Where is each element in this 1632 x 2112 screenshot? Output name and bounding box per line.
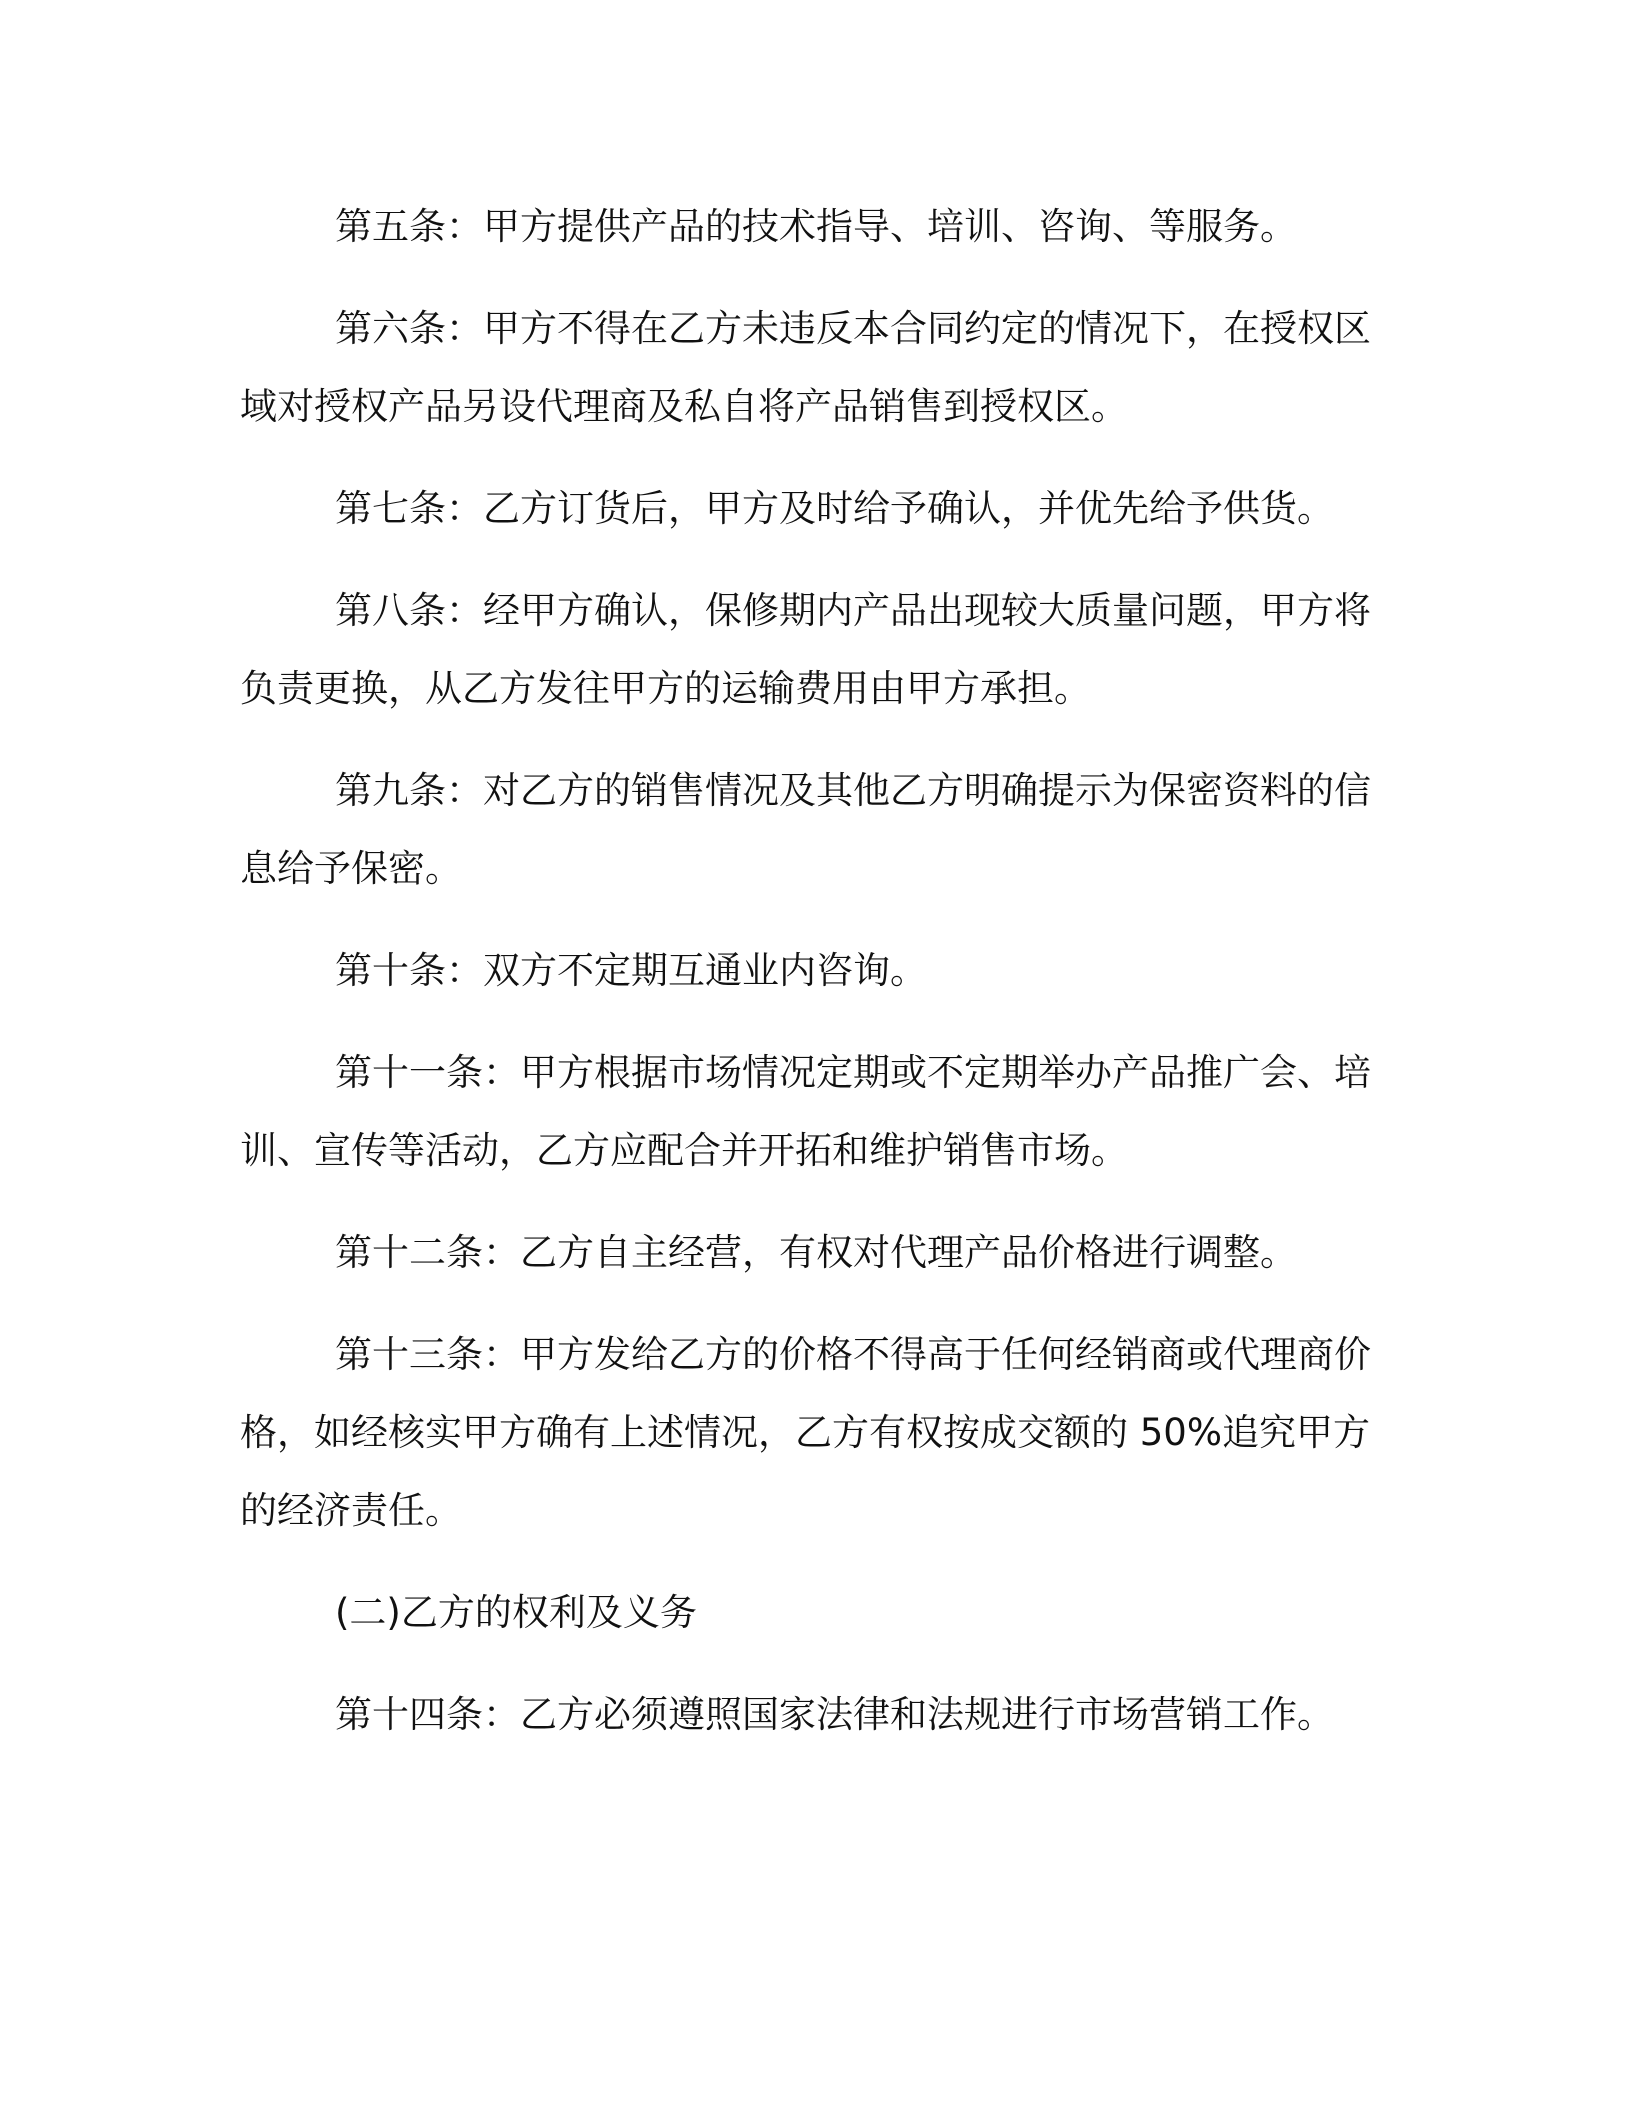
section-heading-party-b-rights: (二)乙方的权利及义务 — [335, 1591, 697, 1634]
clause-6: 第六条：甲方不得在乙方未违反本合同约定的情况下，在授权区域对授权产品另设代理商及私自将产品销售到授权区。 — [240, 307, 1371, 428]
clause-11: 第十一条：甲方根据市场情况定期或不定期举办产品推广会、培训、宣传等活动，乙方应配合并开拓和维护销售市场。 — [240, 1051, 1371, 1172]
clause-12: 第十二条：乙方自主经营，有权对代理产品价格进行调整。 — [335, 1231, 1297, 1274]
clause-14: 第十四条：乙方必须遵照国家法律和法规进行市场营销工作。 — [335, 1693, 1334, 1736]
clause-13: 第十三条：甲方发给乙方的价格不得高于任何经销商或代理商价格，如经核实甲方确有上述情况，乙方有权按成交额的 50%追究甲方的经济责任。 — [240, 1333, 1371, 1532]
clause-10: 第十条：双方不定期互通业内咨询。 — [335, 949, 927, 992]
clause-5: 第五条：甲方提供产品的技术指导、培训、咨询、等服务。 — [335, 205, 1297, 248]
clause-7: 第七条：乙方订货后，甲方及时给予确认，并优先给予供货。 — [335, 487, 1334, 530]
clause-9: 第九条：对乙方的销售情况及其他乙方明确提示为保密资料的信息给予保密。 — [240, 769, 1371, 890]
clause-8: 第八条：经甲方确认，保修期内产品出现较大质量问题，甲方将负责更换，从乙方发往甲方的运输费用由甲方承担。 — [240, 589, 1371, 710]
